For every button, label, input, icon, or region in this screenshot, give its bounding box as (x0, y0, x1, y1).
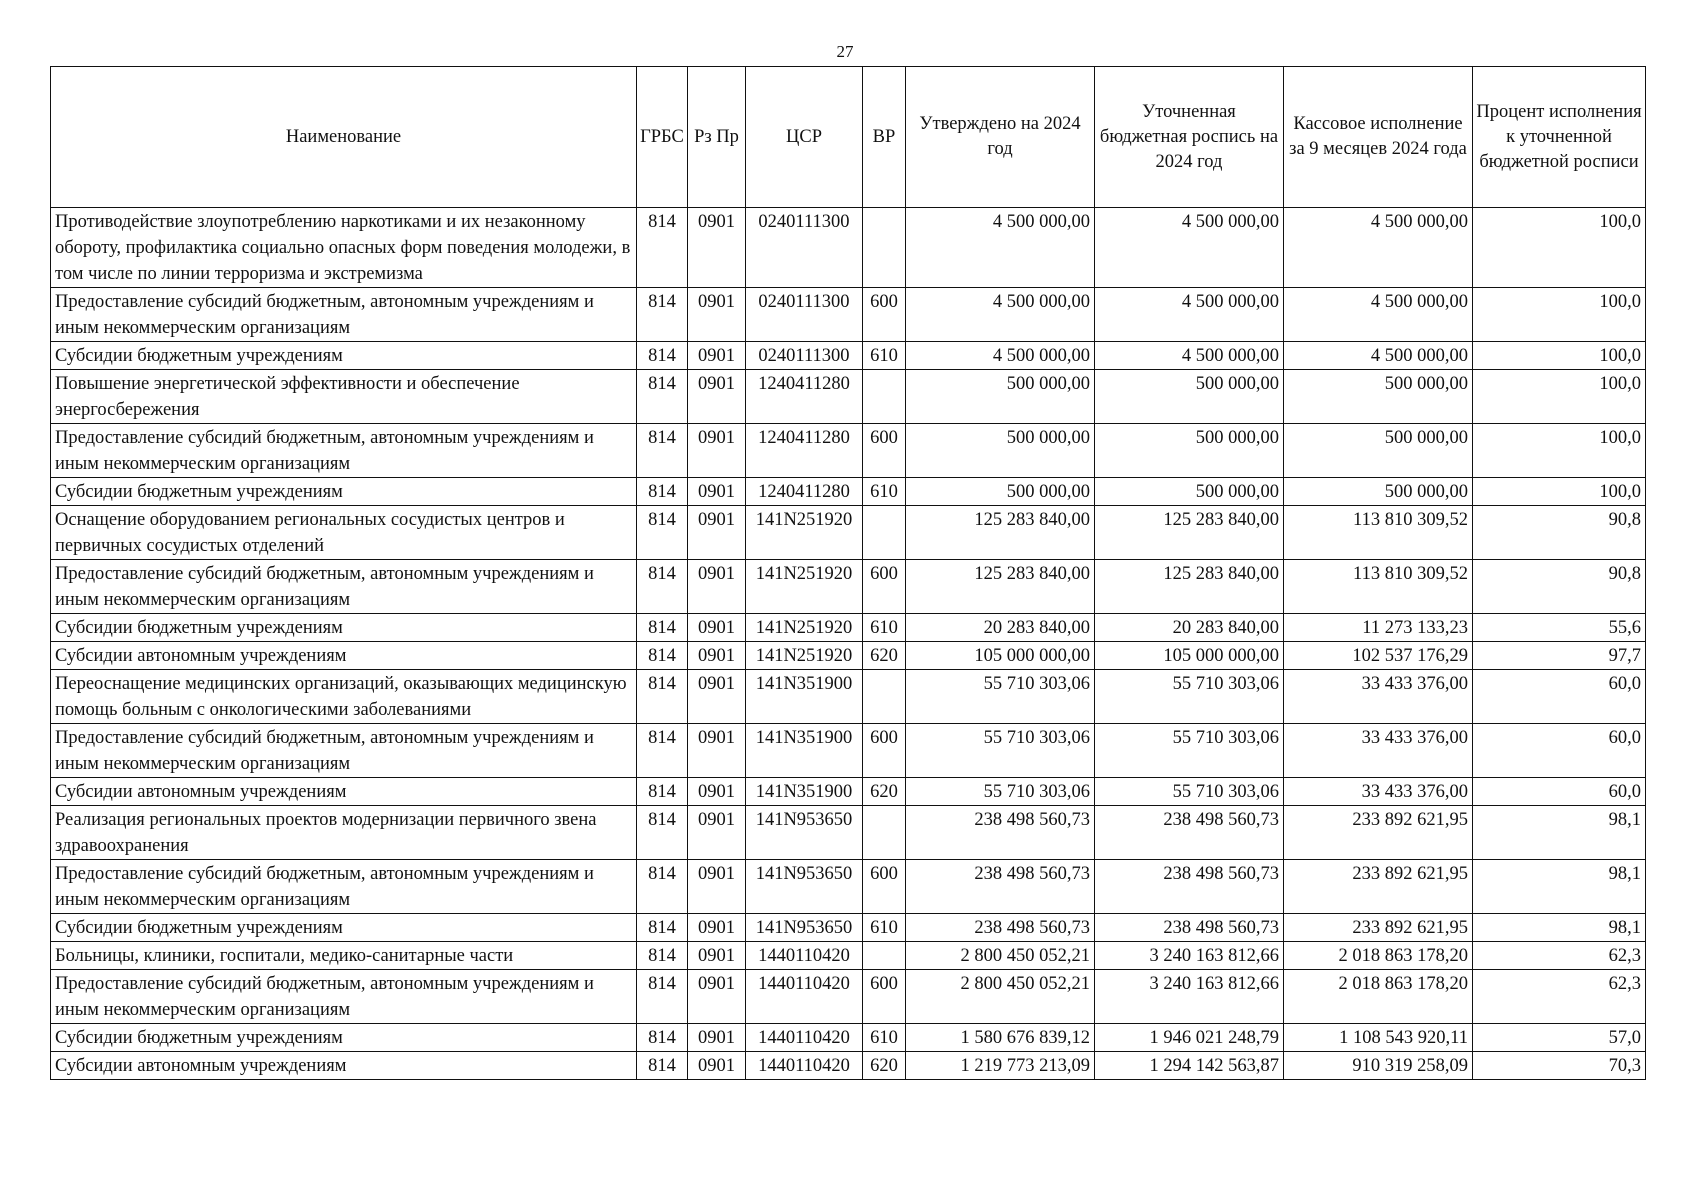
cell-cash: 33 433 376,00 (1284, 670, 1473, 724)
cell-name: Субсидии бюджетным учреждениям (51, 342, 637, 370)
cell-refined: 125 283 840,00 (1095, 506, 1284, 560)
cell-cash: 4 500 000,00 (1284, 208, 1473, 288)
table-row (51, 860, 1646, 914)
cell-approved: 4 500 000,00 (906, 342, 1095, 370)
cell-rzpr: 0901 (688, 942, 746, 970)
table-row (51, 614, 1646, 642)
page-number: 27 (836, 42, 854, 61)
cell-cash: 102 537 176,29 (1284, 642, 1473, 670)
cell-approved: 2 800 450 052,21 (906, 970, 1095, 1024)
cell-percent: 100,0 (1473, 370, 1646, 424)
cell-csr: 141N251920 (746, 506, 863, 560)
table-row (51, 778, 1646, 806)
cell-approved: 238 498 560,73 (906, 860, 1095, 914)
cell-percent: 100,0 (1473, 478, 1646, 506)
cell-rzpr: 0901 (688, 670, 746, 724)
cell-refined: 500 000,00 (1095, 370, 1284, 424)
cell-csr: 1240411280 (746, 370, 863, 424)
table-row (51, 970, 1646, 1024)
cell-grbs: 814 (637, 670, 688, 724)
cell-grbs: 814 (637, 506, 688, 560)
cell-cash: 4 500 000,00 (1284, 288, 1473, 342)
cell-csr: 1440110420 (746, 942, 863, 970)
cell-refined: 55 710 303,06 (1095, 724, 1284, 778)
cell-percent: 100,0 (1473, 342, 1646, 370)
cell-refined: 55 710 303,06 (1095, 670, 1284, 724)
cell-csr: 141N251920 (746, 614, 863, 642)
cell-grbs: 814 (637, 914, 688, 942)
cell-cash: 33 433 376,00 (1284, 724, 1473, 778)
cell-vr: 610 (863, 614, 906, 642)
cell-name: Субсидии автономным учреждениям (51, 642, 637, 670)
cell-grbs: 814 (637, 1052, 688, 1080)
cell-refined: 238 498 560,73 (1095, 806, 1284, 860)
cell-csr: 0240111300 (746, 288, 863, 342)
header-grbs: ГРБС (637, 67, 688, 208)
cell-name: Предоставление субсидий бюджетным, автономным учреждениям и иным некоммерческим организациям (51, 424, 637, 478)
cell-grbs: 814 (637, 614, 688, 642)
cell-cash: 910 319 258,09 (1284, 1052, 1473, 1080)
table-row (51, 724, 1646, 778)
cell-percent: 100,0 (1473, 208, 1646, 288)
cell-cash: 2 018 863 178,20 (1284, 942, 1473, 970)
cell-rzpr: 0901 (688, 1052, 746, 1080)
header-name: Наименование (51, 67, 637, 208)
cell-refined: 1 294 142 563,87 (1095, 1052, 1284, 1080)
cell-name: Противодействие злоупотреблению наркотиками и их незаконному обороту, профилактика социально опасных форм поведения молодежи, в том числе по линии терроризма и экстремизма (51, 208, 637, 288)
cell-percent: 62,3 (1473, 942, 1646, 970)
cell-vr: 620 (863, 1052, 906, 1080)
cell-name: Переоснащение медицинских организаций, оказывающих медицинскую помощь больным с онкологическими заболеваниями (51, 670, 637, 724)
cell-vr (863, 506, 906, 560)
cell-percent: 98,1 (1473, 806, 1646, 860)
header-csr: ЦСР (746, 67, 863, 208)
cell-vr: 600 (863, 288, 906, 342)
cell-vr: 600 (863, 560, 906, 614)
cell-percent: 100,0 (1473, 424, 1646, 478)
table-row (51, 208, 1646, 288)
cell-refined: 4 500 000,00 (1095, 288, 1284, 342)
cell-rzpr: 0901 (688, 560, 746, 614)
cell-name: Оснащение оборудованием региональных сосудистых центров и первичных сосудистых отделений (51, 506, 637, 560)
cell-approved: 1 219 773 213,09 (906, 1052, 1095, 1080)
cell-cash: 33 433 376,00 (1284, 778, 1473, 806)
cell-csr: 1240411280 (746, 478, 863, 506)
cell-grbs: 814 (637, 560, 688, 614)
cell-name: Предоставление субсидий бюджетным, автономным учреждениям и иным некоммерческим организациям (51, 560, 637, 614)
cell-refined: 3 240 163 812,66 (1095, 942, 1284, 970)
cell-rzpr: 0901 (688, 506, 746, 560)
cell-csr: 1240411280 (746, 424, 863, 478)
cell-rzpr: 0901 (688, 806, 746, 860)
cell-cash: 11 273 133,23 (1284, 614, 1473, 642)
cell-csr: 141N351900 (746, 670, 863, 724)
cell-vr: 600 (863, 860, 906, 914)
cell-cash: 233 892 621,95 (1284, 914, 1473, 942)
cell-csr: 1440110420 (746, 1052, 863, 1080)
cell-refined: 125 283 840,00 (1095, 560, 1284, 614)
cell-cash: 233 892 621,95 (1284, 860, 1473, 914)
cell-csr: 0240111300 (746, 342, 863, 370)
cell-refined: 3 240 163 812,66 (1095, 970, 1284, 1024)
cell-csr: 0240111300 (746, 208, 863, 288)
cell-name: Субсидии бюджетным учреждениям (51, 478, 637, 506)
cell-name: Субсидии бюджетным учреждениям (51, 614, 637, 642)
cell-vr: 600 (863, 724, 906, 778)
cell-vr: 600 (863, 970, 906, 1024)
cell-name: Предоставление субсидий бюджетным, автономным учреждениям и иным некоммерческим организациям (51, 970, 637, 1024)
cell-csr: 141N351900 (746, 778, 863, 806)
cell-cash: 500 000,00 (1284, 370, 1473, 424)
cell-grbs: 814 (637, 424, 688, 478)
cell-grbs: 814 (637, 342, 688, 370)
cell-rzpr: 0901 (688, 342, 746, 370)
cell-grbs: 814 (637, 970, 688, 1024)
table-row (51, 370, 1646, 424)
table-row (51, 806, 1646, 860)
cell-cash: 500 000,00 (1284, 478, 1473, 506)
cell-vr: 620 (863, 642, 906, 670)
cell-grbs: 814 (637, 724, 688, 778)
cell-rzpr: 0901 (688, 208, 746, 288)
cell-cash: 113 810 309,52 (1284, 560, 1473, 614)
cell-percent: 70,3 (1473, 1052, 1646, 1080)
cell-approved: 55 710 303,06 (906, 724, 1095, 778)
cell-refined: 238 498 560,73 (1095, 914, 1284, 942)
cell-name: Субсидии автономным учреждениям (51, 778, 637, 806)
cell-refined: 20 283 840,00 (1095, 614, 1284, 642)
cell-csr: 141N251920 (746, 560, 863, 614)
header-refined: Уточненная бюджетная роспись на 2024 год (1095, 67, 1284, 208)
table-row (51, 942, 1646, 970)
cell-approved: 4 500 000,00 (906, 288, 1095, 342)
cell-csr: 1440110420 (746, 970, 863, 1024)
cell-grbs: 814 (637, 478, 688, 506)
header-rzpr: Рз Пр (688, 67, 746, 208)
cell-percent: 97,7 (1473, 642, 1646, 670)
cell-name: Субсидии бюджетным учреждениям (51, 914, 637, 942)
cell-approved: 4 500 000,00 (906, 208, 1095, 288)
cell-vr (863, 670, 906, 724)
cell-approved: 125 283 840,00 (906, 560, 1095, 614)
table-row (51, 642, 1646, 670)
cell-grbs: 814 (637, 1024, 688, 1052)
table-row (51, 1024, 1646, 1052)
cell-vr: 620 (863, 778, 906, 806)
cell-vr (863, 942, 906, 970)
cell-percent: 98,1 (1473, 914, 1646, 942)
cell-grbs: 814 (637, 942, 688, 970)
cell-grbs: 814 (637, 860, 688, 914)
cell-name: Предоставление субсидий бюджетным, автономным учреждениям и иным некоммерческим организациям (51, 860, 637, 914)
cell-rzpr: 0901 (688, 724, 746, 778)
cell-refined: 500 000,00 (1095, 424, 1284, 478)
cell-approved: 238 498 560,73 (906, 806, 1095, 860)
budget-table (50, 66, 1646, 1080)
table-row (51, 478, 1646, 506)
cell-csr: 141N351900 (746, 724, 863, 778)
cell-csr: 1440110420 (746, 1024, 863, 1052)
cell-rzpr: 0901 (688, 478, 746, 506)
cell-rzpr: 0901 (688, 1024, 746, 1052)
cell-approved: 500 000,00 (906, 424, 1095, 478)
table-row (51, 424, 1646, 478)
cell-rzpr: 0901 (688, 970, 746, 1024)
cell-cash: 233 892 621,95 (1284, 806, 1473, 860)
cell-csr: 141N953650 (746, 860, 863, 914)
cell-csr: 141N953650 (746, 806, 863, 860)
header-cash: Кассовое исполнение за 9 месяцев 2024 года (1284, 67, 1473, 208)
cell-refined: 500 000,00 (1095, 478, 1284, 506)
cell-refined: 105 000 000,00 (1095, 642, 1284, 670)
cell-vr: 610 (863, 478, 906, 506)
cell-percent: 60,0 (1473, 778, 1646, 806)
cell-csr: 141N953650 (746, 914, 863, 942)
cell-grbs: 814 (637, 778, 688, 806)
cell-grbs: 814 (637, 208, 688, 288)
table-body (51, 208, 1646, 1080)
cell-name: Повышение энергетической эффективности и обеспечение энергосбережения (51, 370, 637, 424)
cell-grbs: 814 (637, 288, 688, 342)
table-row (51, 560, 1646, 614)
cell-vr: 610 (863, 1024, 906, 1052)
cell-approved: 238 498 560,73 (906, 914, 1095, 942)
cell-rzpr: 0901 (688, 914, 746, 942)
cell-refined: 4 500 000,00 (1095, 342, 1284, 370)
cell-vr (863, 806, 906, 860)
cell-approved: 105 000 000,00 (906, 642, 1095, 670)
cell-rzpr: 0901 (688, 424, 746, 478)
cell-percent: 98,1 (1473, 860, 1646, 914)
cell-refined: 4 500 000,00 (1095, 208, 1284, 288)
cell-csr: 141N251920 (746, 642, 863, 670)
cell-refined: 238 498 560,73 (1095, 860, 1284, 914)
header-vr: ВР (863, 67, 906, 208)
cell-approved: 1 580 676 839,12 (906, 1024, 1095, 1052)
cell-percent: 60,0 (1473, 724, 1646, 778)
cell-percent: 57,0 (1473, 1024, 1646, 1052)
cell-name: Больницы, клиники, госпитали, медико-санитарные части (51, 942, 637, 970)
cell-name: Субсидии бюджетным учреждениям (51, 1024, 637, 1052)
table-row (51, 342, 1646, 370)
cell-vr (863, 370, 906, 424)
cell-percent: 90,8 (1473, 506, 1646, 560)
cell-grbs: 814 (637, 806, 688, 860)
cell-grbs: 814 (637, 642, 688, 670)
cell-approved: 500 000,00 (906, 370, 1095, 424)
cell-name: Субсидии автономным учреждениям (51, 1052, 637, 1080)
cell-approved: 55 710 303,06 (906, 778, 1095, 806)
header-row (51, 67, 1646, 208)
cell-rzpr: 0901 (688, 288, 746, 342)
cell-approved: 125 283 840,00 (906, 506, 1095, 560)
cell-rzpr: 0901 (688, 614, 746, 642)
cell-name: Реализация региональных проектов модернизации первичного звена здравоохранения (51, 806, 637, 860)
cell-grbs: 814 (637, 370, 688, 424)
cell-percent: 60,0 (1473, 670, 1646, 724)
header-approved: Утверждено на 2024 год (906, 67, 1095, 208)
cell-cash: 4 500 000,00 (1284, 342, 1473, 370)
cell-name: Предоставление субсидий бюджетным, автономным учреждениям и иным некоммерческим организациям (51, 288, 637, 342)
cell-percent: 62,3 (1473, 970, 1646, 1024)
cell-name: Предоставление субсидий бюджетным, автономным учреждениям и иным некоммерческим организациям (51, 724, 637, 778)
header-percent: Процент исполнения к уточненной бюджетной росписи (1473, 67, 1646, 208)
cell-approved: 2 800 450 052,21 (906, 942, 1095, 970)
cell-cash: 1 108 543 920,11 (1284, 1024, 1473, 1052)
cell-vr: 610 (863, 914, 906, 942)
cell-vr: 600 (863, 424, 906, 478)
table-row (51, 1052, 1646, 1080)
cell-rzpr: 0901 (688, 778, 746, 806)
cell-refined: 1 946 021 248,79 (1095, 1024, 1284, 1052)
cell-approved: 500 000,00 (906, 478, 1095, 506)
cell-approved: 20 283 840,00 (906, 614, 1095, 642)
table-row (51, 914, 1646, 942)
cell-percent: 100,0 (1473, 288, 1646, 342)
cell-cash: 113 810 309,52 (1284, 506, 1473, 560)
cell-approved: 55 710 303,06 (906, 670, 1095, 724)
cell-rzpr: 0901 (688, 642, 746, 670)
cell-rzpr: 0901 (688, 860, 746, 914)
cell-rzpr: 0901 (688, 370, 746, 424)
table-row (51, 506, 1646, 560)
cell-cash: 2 018 863 178,20 (1284, 970, 1473, 1024)
cell-percent: 55,6 (1473, 614, 1646, 642)
cell-cash: 500 000,00 (1284, 424, 1473, 478)
cell-vr (863, 208, 906, 288)
table-row (51, 288, 1646, 342)
cell-percent: 90,8 (1473, 560, 1646, 614)
cell-refined: 55 710 303,06 (1095, 778, 1284, 806)
cell-vr: 610 (863, 342, 906, 370)
table-row (51, 670, 1646, 724)
